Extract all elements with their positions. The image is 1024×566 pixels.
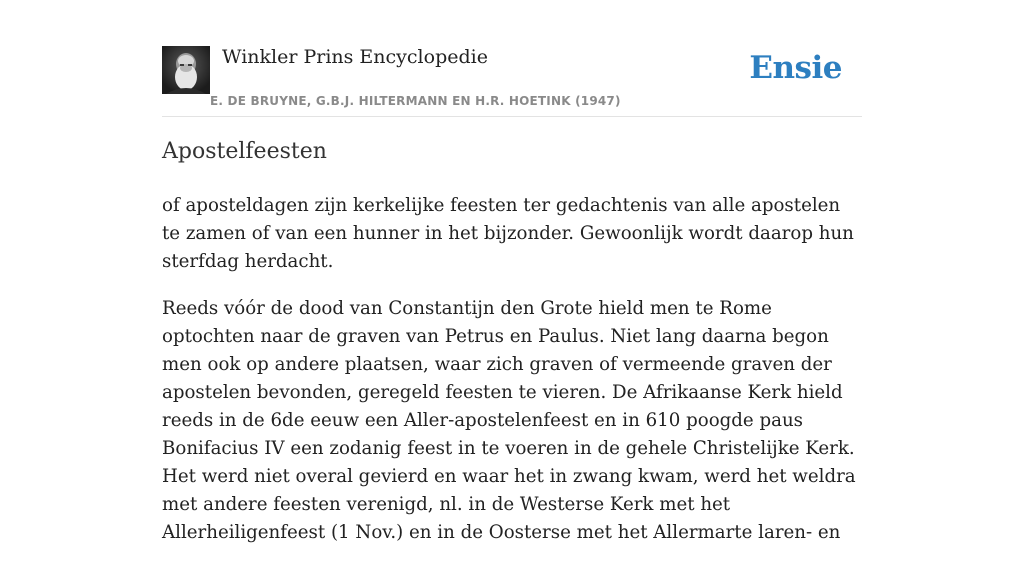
article-title: Apostelfeesten xyxy=(162,139,327,164)
source-header xyxy=(162,46,862,117)
article-paragraph: of aposteldagen zijn kerkelijke feesten ter gedachtenis van alle apostelen te zamen of van een hunner in het bijzonder. Gewoonlijk wordt daarop hun sterfdag herdacht. xyxy=(162,195,854,272)
ensie-logo[interactable]: Ensie xyxy=(749,50,842,86)
article-paragraph: Reeds vóór de dood van Constantijn den Grote hield men te Rome optochten naar de graven van Petrus en Paulus. Niet lang daarna begon men ook op andere plaatsen, waar zich graven of vermeende graven der apostelen bevonden, geregeld feesten te vieren. De Afrikaanse Kerk hield reeds in de 6de eeuw een Aller-apostelenfeest en in 610 poogde paus Bonifacius IV een zodanig feest in te voeren in de gehele Christelijke Kerk. Het werd niet overal gevierd en waar het in zwang kwam, werd het weldra met andere feesten verenigd, nl. in de Westerse Kerk met het Allerheiligenfeest (1 Nov.) en in de Oosterse met het Allermarte laren- en xyxy=(162,298,856,543)
source-title[interactable]: Winkler Prins Encyclopedie xyxy=(222,46,488,68)
portrait-icon xyxy=(162,46,210,94)
article-body xyxy=(162,192,862,566)
author-avatar xyxy=(162,46,210,94)
source-authors: E. DE BRUYNE, G.B.J. HILTERMANN EN H.R. HOETINK (1947) xyxy=(210,94,621,108)
